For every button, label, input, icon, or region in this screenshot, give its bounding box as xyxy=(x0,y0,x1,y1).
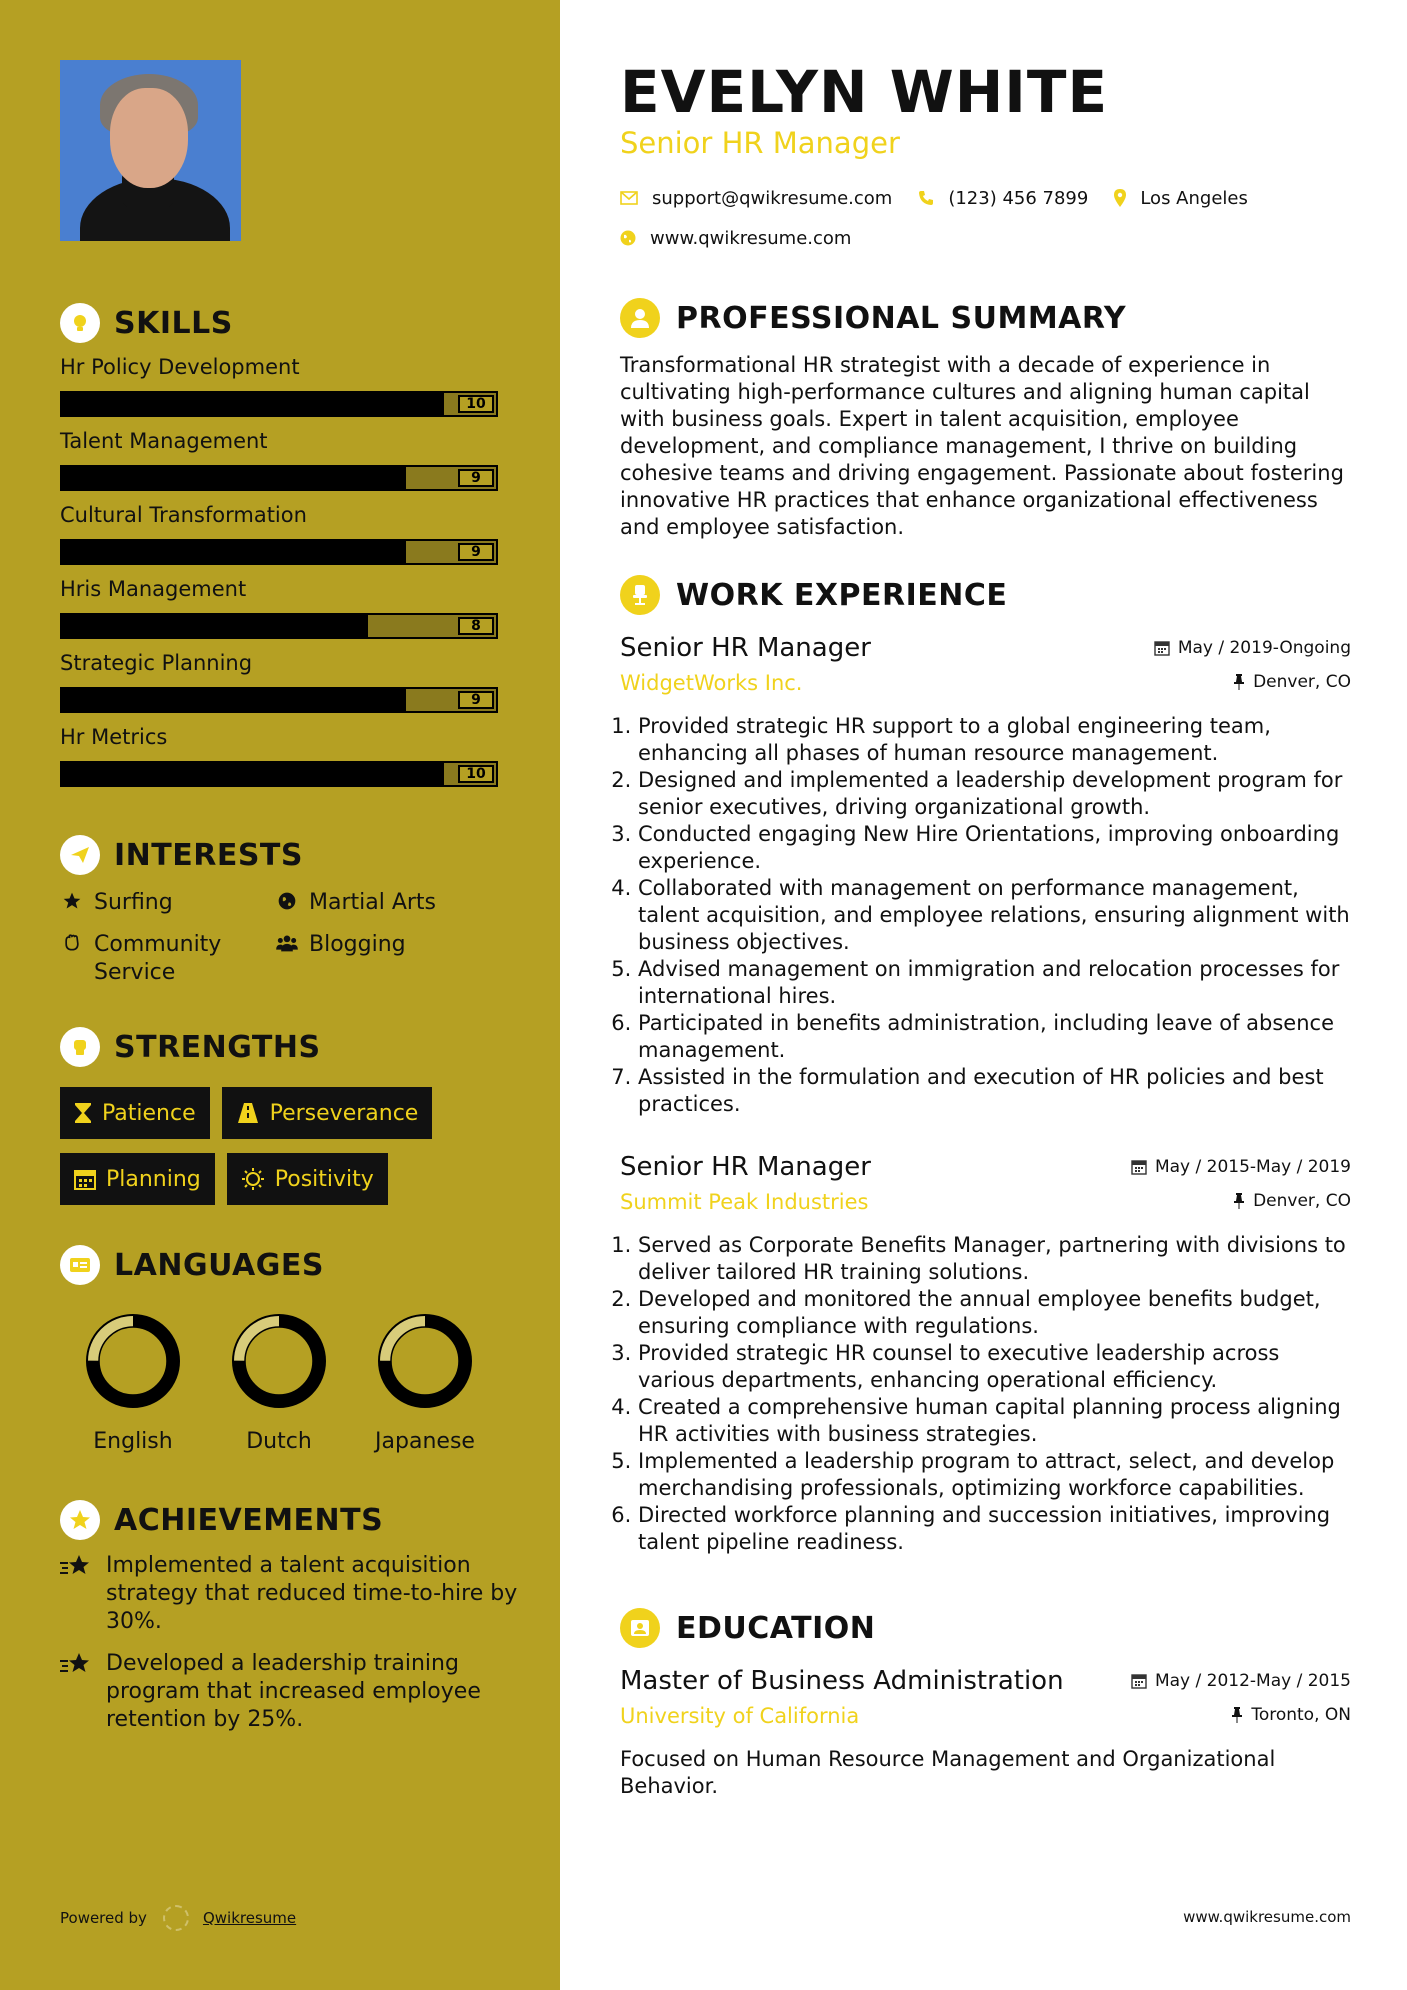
job-dates xyxy=(1131,1157,1351,1177)
job-bullet: 7. Assisted in the formulation and execution of HR policies and best practices. xyxy=(638,1064,1351,1118)
job-dates-text: May / 2015-May / 2019 xyxy=(1154,1157,1351,1177)
skill-name: Talent Management xyxy=(60,429,268,453)
contact-website xyxy=(620,218,851,258)
job-bullet: 1. Served as Corporate Benefits Manager, partnering with divisions to deliver tailored HR training solutions. xyxy=(638,1232,1351,1286)
job-location xyxy=(1233,672,1351,692)
star-icon xyxy=(60,889,84,911)
achievement-item xyxy=(60,1650,520,1734)
skill-name: Hr Policy Development xyxy=(60,355,300,379)
skill-level: 9 xyxy=(458,469,494,487)
skill-item xyxy=(60,503,560,565)
summary-text: Transformational HR strategist with a decade of experience in cultivating high-performance cultures and aligning human capital with business goals. Expert in talent acquisition, employee development, and compliance management, I thrive on building cohesive teams and driving engagement. Passionate about fostering innovative HR practices that enhance organizational effectiveness and employee satisfaction. xyxy=(620,353,1344,539)
hourglass-icon xyxy=(74,1102,92,1124)
footer-url[interactable]: www.qwikresume.com xyxy=(1183,1908,1351,1926)
achievements-title: ACHIEVEMENTS xyxy=(114,1502,384,1538)
interest-label: Martial Arts xyxy=(309,890,437,915)
interests-list xyxy=(60,889,500,987)
education-description: Focused on Human Resource Management and Organizational Behavior. xyxy=(620,1747,1276,1798)
road-icon xyxy=(236,1103,260,1123)
powered-label: Powered by xyxy=(60,1909,147,1927)
summary-title: PROFESSIONAL SUMMARY xyxy=(676,300,1127,336)
strength-tag xyxy=(227,1153,388,1205)
language-donut xyxy=(85,1313,181,1409)
strength-label: Patience xyxy=(102,1100,196,1126)
skill-item xyxy=(60,725,560,787)
job-bullets xyxy=(620,1232,1351,1556)
email-text[interactable]: support@qwikresume.com xyxy=(652,187,893,209)
languages-header xyxy=(60,1245,560,1285)
job-bullet: 4. Collaborated with management on performance management, talent acquisition, and employee relations, ensuring alignment with business objectives. xyxy=(638,875,1351,956)
job-location-text: Denver, CO xyxy=(1253,672,1351,692)
job-bullet: 3. Provided strategic HR counsel to executive leadership across various departments, enhancing operational efficiency. xyxy=(638,1340,1351,1394)
job-company: WidgetWorks Inc. xyxy=(620,671,803,695)
map-pin-icon xyxy=(1114,189,1126,207)
strength-label: Perseverance xyxy=(269,1100,419,1126)
achievement-item xyxy=(60,1552,520,1636)
sun-icon xyxy=(241,1167,265,1191)
skill-name: Strategic Planning xyxy=(60,651,253,675)
globe-icon xyxy=(275,889,299,911)
language-name: English xyxy=(93,1429,173,1454)
strength-label: Planning xyxy=(106,1166,201,1192)
skill-fill xyxy=(62,467,406,489)
achievement-text: Implemented a talent acquisition strategy that reduced time-to-hire by 30%. xyxy=(106,1553,518,1634)
location-text: Los Angeles xyxy=(1140,187,1248,209)
qwikresume-logo-icon xyxy=(163,1905,189,1931)
achievement-text: Developed a leadership training program that increased employee retention by 25%. xyxy=(106,1651,481,1732)
skill-fill xyxy=(62,615,368,637)
language-name: Dutch xyxy=(246,1429,312,1454)
education-location-text: Toronto, ON xyxy=(1251,1705,1351,1725)
skill-name: Cultural Transformation xyxy=(60,503,307,527)
language-item xyxy=(352,1313,498,1454)
hand-icon xyxy=(60,931,84,953)
job-bullet: 2. Developed and monitored the annual employee benefits budget, ensuring compliance with regulations. xyxy=(638,1286,1351,1340)
phone-icon xyxy=(918,190,934,206)
strengths-title: STRENGTHS xyxy=(114,1029,321,1065)
user-icon xyxy=(620,298,660,338)
skill-fill xyxy=(62,689,406,711)
strength-tag xyxy=(60,1153,215,1205)
interest-label: Blogging xyxy=(309,932,406,957)
skills-title: SKILLS xyxy=(114,305,233,341)
job-dates-text: May / 2019-Ongoing xyxy=(1177,638,1351,658)
job-bullet: 1. Provided strategic HR support to a global engineering team, enhancing all phases of human resource management. xyxy=(638,713,1351,767)
education-title: EDUCATION xyxy=(676,1610,876,1646)
profile-photo xyxy=(60,60,241,241)
job-bullet: 5. Advised management on immigration and relocation processes for international hires. xyxy=(638,956,1351,1010)
work-title: WORK EXPERIENCE xyxy=(676,577,1008,613)
language-donut xyxy=(231,1313,327,1409)
interests-header xyxy=(60,835,560,875)
job-location-text: Denver, CO xyxy=(1253,1191,1351,1211)
achievements-list xyxy=(60,1552,560,1734)
job-bullet: 3. Conducted engaging New Hire Orientations, improving onboarding experience. xyxy=(638,821,1351,875)
star-icon xyxy=(60,1552,94,1584)
degree: Master of Business Administration xyxy=(620,1666,1064,1696)
job-title: Senior HR Manager xyxy=(620,633,871,663)
strength-tag xyxy=(222,1087,433,1139)
calendar-icon xyxy=(1131,1159,1147,1175)
calendar-icon xyxy=(1131,1673,1147,1689)
summary-header xyxy=(620,298,1351,338)
contact-location xyxy=(1114,178,1248,218)
skill-bar xyxy=(60,539,498,565)
pushpin-icon xyxy=(1233,674,1245,690)
skill-bar xyxy=(60,687,498,713)
interest-item xyxy=(275,889,490,917)
job-bullet: 5. Implemented a leadership program to attract, select, and develop merchandising professionals, optimizing workforce capabilities. xyxy=(638,1448,1351,1502)
language-name: Japanese xyxy=(375,1429,475,1454)
skill-item xyxy=(60,651,560,713)
skill-bar xyxy=(60,391,498,417)
education-header xyxy=(620,1608,1351,1648)
strengths-list xyxy=(60,1087,500,1205)
skill-item xyxy=(60,355,560,417)
education-location xyxy=(1231,1705,1351,1725)
language-item xyxy=(206,1313,352,1454)
candidate-role: Senior HR Manager xyxy=(620,126,900,160)
strength-label: Positivity xyxy=(274,1166,374,1192)
job-title: Senior HR Manager xyxy=(620,1152,871,1182)
globe-icon xyxy=(620,230,636,246)
website-text[interactable]: www.qwikresume.com xyxy=(650,227,852,249)
job-dates xyxy=(1154,638,1351,658)
calendar-icon xyxy=(1154,640,1170,656)
interest-item xyxy=(275,931,490,987)
strengths-header xyxy=(60,1027,560,1067)
skill-fill xyxy=(62,541,406,563)
job-bullet: 4. Created a comprehensive human capital planning process aligning HR activities with business strategies. xyxy=(638,1394,1351,1448)
skill-item xyxy=(60,577,560,639)
interest-label: Surfing xyxy=(94,890,173,915)
skill-bar xyxy=(60,613,498,639)
skill-name: Hr Metrics xyxy=(60,725,168,749)
contact-email xyxy=(620,178,892,218)
language-donut xyxy=(377,1313,473,1409)
fist-icon xyxy=(60,1027,100,1067)
pushpin-icon xyxy=(1233,1193,1245,1209)
graduation-icon xyxy=(620,1608,660,1648)
job-bullet: 6. Directed workforce planning and succession initiatives, improving talent pipeline readiness. xyxy=(638,1502,1351,1556)
skill-level: 9 xyxy=(458,691,494,709)
skill-item xyxy=(60,429,560,491)
main-content xyxy=(560,0,1407,1990)
language-item xyxy=(60,1313,206,1454)
languages-title: LANGUAGES xyxy=(114,1247,324,1283)
contact-info xyxy=(620,178,1380,258)
work-header xyxy=(620,575,1351,615)
job-location xyxy=(1233,1191,1351,1211)
envelope-icon xyxy=(620,191,638,205)
job-entry xyxy=(620,1152,1351,1556)
education-entry xyxy=(620,1666,1351,1800)
strength-tag xyxy=(60,1087,210,1139)
chair-icon xyxy=(620,575,660,615)
interests-title: INTERESTS xyxy=(114,837,303,873)
candidate-name: EVELYN WHITE xyxy=(620,58,1109,126)
languages-list xyxy=(60,1313,560,1454)
job-bullet: 6. Participated in benefits administration, including leave of absence management. xyxy=(638,1010,1351,1064)
education-dates xyxy=(1131,1671,1351,1691)
skill-bar xyxy=(60,465,498,491)
job-bullets xyxy=(620,713,1351,1118)
skill-name: Hris Management xyxy=(60,577,247,601)
skill-bar xyxy=(60,761,498,787)
skill-level: 10 xyxy=(458,395,494,413)
star-icon xyxy=(60,1650,94,1682)
interest-label: Community Service xyxy=(94,932,222,985)
lightbulb-icon xyxy=(60,303,100,343)
powered-by xyxy=(60,1905,296,1931)
interest-item xyxy=(60,931,275,987)
users-icon xyxy=(275,931,299,953)
job-entry xyxy=(620,633,1351,1118)
calendar-icon xyxy=(74,1168,96,1190)
school: University of California xyxy=(620,1704,860,1728)
skills-list xyxy=(60,355,560,787)
star-badge-icon xyxy=(60,1500,100,1540)
powered-link[interactable]: Qwikresume xyxy=(202,1909,297,1927)
skills-header xyxy=(60,303,560,343)
skill-level: 10 xyxy=(458,765,494,783)
interest-item xyxy=(60,889,275,917)
pushpin-icon xyxy=(1231,1707,1243,1723)
achievements-header xyxy=(60,1500,560,1540)
job-company: Summit Peak Industries xyxy=(620,1190,869,1214)
paper-plane-icon xyxy=(60,835,100,875)
skill-fill xyxy=(62,393,444,415)
skill-fill xyxy=(62,763,444,785)
sidebar xyxy=(0,0,560,1990)
skill-level: 9 xyxy=(458,543,494,561)
contact-phone xyxy=(918,178,1088,218)
job-bullet: 2. Designed and implemented a leadership development program for senior executives, driving organizational growth. xyxy=(638,767,1351,821)
id-card-icon xyxy=(60,1245,100,1285)
education-dates-text: May / 2012-May / 2015 xyxy=(1154,1671,1351,1691)
phone-text[interactable]: (123) 456 7899 xyxy=(948,187,1089,209)
skill-level: 8 xyxy=(458,617,494,635)
